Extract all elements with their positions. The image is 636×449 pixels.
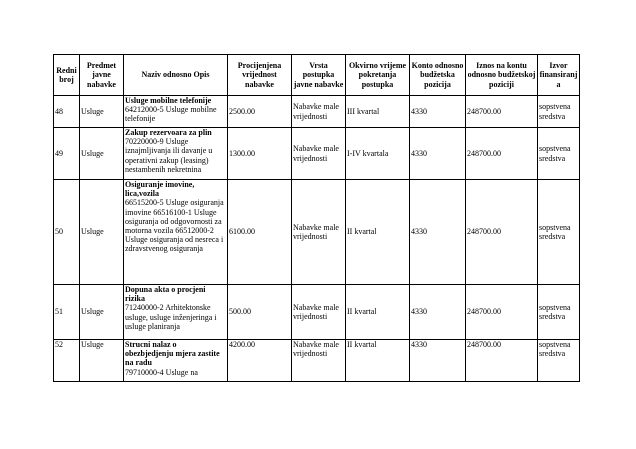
row-number: 49 [54,128,80,180]
row-value: 6100.00 [228,180,292,285]
table-row [54,285,580,340]
row-funding: sopstvena sredstva [538,285,580,340]
row-account: 4330 [410,180,466,285]
row-title: Zakup rezervoara za plin [125,128,212,137]
row-funding: sopstvena sredstva [538,340,580,382]
row-description-cell [124,285,228,340]
row-description-cell [124,180,228,285]
row-title: Dopuna akta o procjeni rizika [125,285,206,304]
header-cell: Vrsta postupka javne nabavke [292,55,346,96]
header-cell: Konto odnosno budžetska pozicija [410,55,466,96]
row-funding: sopstvena sredstva [538,96,580,128]
row-value: 1300.00 [228,128,292,180]
table-row [54,128,580,180]
row-amount: 248700.00 [466,180,538,285]
row-account: 4330 [410,340,466,382]
row-procedure: Nabavke male vrijednosti [292,128,346,180]
header-row [54,55,580,96]
row-subject: Usluge [80,128,124,180]
row-number: 48 [54,96,80,128]
row-description: 64212000-5 Usluge mobilne telefonije [125,105,217,124]
row-procedure: Nabavke male vrijednosti [292,340,346,382]
row-procedure: Nabavke male vrijednosti [292,96,346,128]
row-timing: III kvartal [346,96,410,128]
row-subject: Usluge [80,340,124,382]
row-amount: 248700.00 [466,285,538,340]
row-timing: II kvartal [346,180,410,285]
row-procedure: Nabavke male vrijednosti [292,180,346,285]
row-title: Usluge mobilne telefonije [125,96,212,105]
row-description-cell [124,96,228,128]
header-cell: Iznos na kontu odnosno budžetskoj poziciji [466,55,538,96]
row-funding: sopstvena sredstva [538,128,580,180]
row-procedure: Nabavke male vrijednosti [292,285,346,340]
row-amount: 248700.00 [466,340,538,382]
row-account: 4330 [410,128,466,180]
row-description: 70220000-9 Usluge iznajmljivanja ili davanje u operativni zakup (leasing) nestambenih nekretnina [125,137,213,174]
table-row [54,340,580,382]
row-number: 52 [54,340,80,382]
row-timing: I-IV kvartala [346,128,410,180]
row-description: 71240000-2 Arhitektonske usluge, usluge inženjeringa i usluge planiranja [125,303,217,331]
row-account: 4330 [410,96,466,128]
row-description-cell [124,340,228,382]
row-title: Osiguranje imovine, lica,vozila [125,180,195,199]
row-funding: sopstvena sredstva [538,180,580,285]
row-timing: II kvartal [346,340,410,382]
header-cell: Naziv odnosno Opis [124,55,228,96]
row-number: 50 [54,180,80,285]
table-row [54,96,580,128]
row-amount: 248700.00 [466,128,538,180]
row-subject: Usluge [80,96,124,128]
header-cell: Redni broj [54,55,80,96]
row-title: Strucni nalaz o obezbjedjenju mjera zastite na radu [125,340,220,368]
row-amount: 248700.00 [466,96,538,128]
row-number: 51 [54,285,80,340]
row-value: 2500.00 [228,96,292,128]
header-cell: Izvor finansiranja [538,55,580,96]
header-cell: Okvirno vrijeme pokretanja postupka [346,55,410,96]
row-account: 4330 [410,285,466,340]
table-row [54,180,580,285]
header-cell: Predmet javne nabavke [80,55,124,96]
row-description-cell [124,128,228,180]
header-cell: Procijenjena vrijednost nabavke [228,55,292,96]
row-subject: Usluge [80,285,124,340]
row-timing: II kvartal [346,285,410,340]
row-value: 4200.00 [228,340,292,382]
row-subject: Usluge [80,180,124,285]
row-description: 79710000-4 Usluge na [125,367,198,377]
row-description: 66515200-5 Usluge osiguranja imovine 66516100-1 Usluge osiguranja od odgovornosti za motorna vozila 66512000-2 Usluge osiguranja od nesreca i zdravstvenog osiguranja [125,198,224,254]
row-value: 500.00 [228,285,292,340]
procurement-table [53,54,580,382]
